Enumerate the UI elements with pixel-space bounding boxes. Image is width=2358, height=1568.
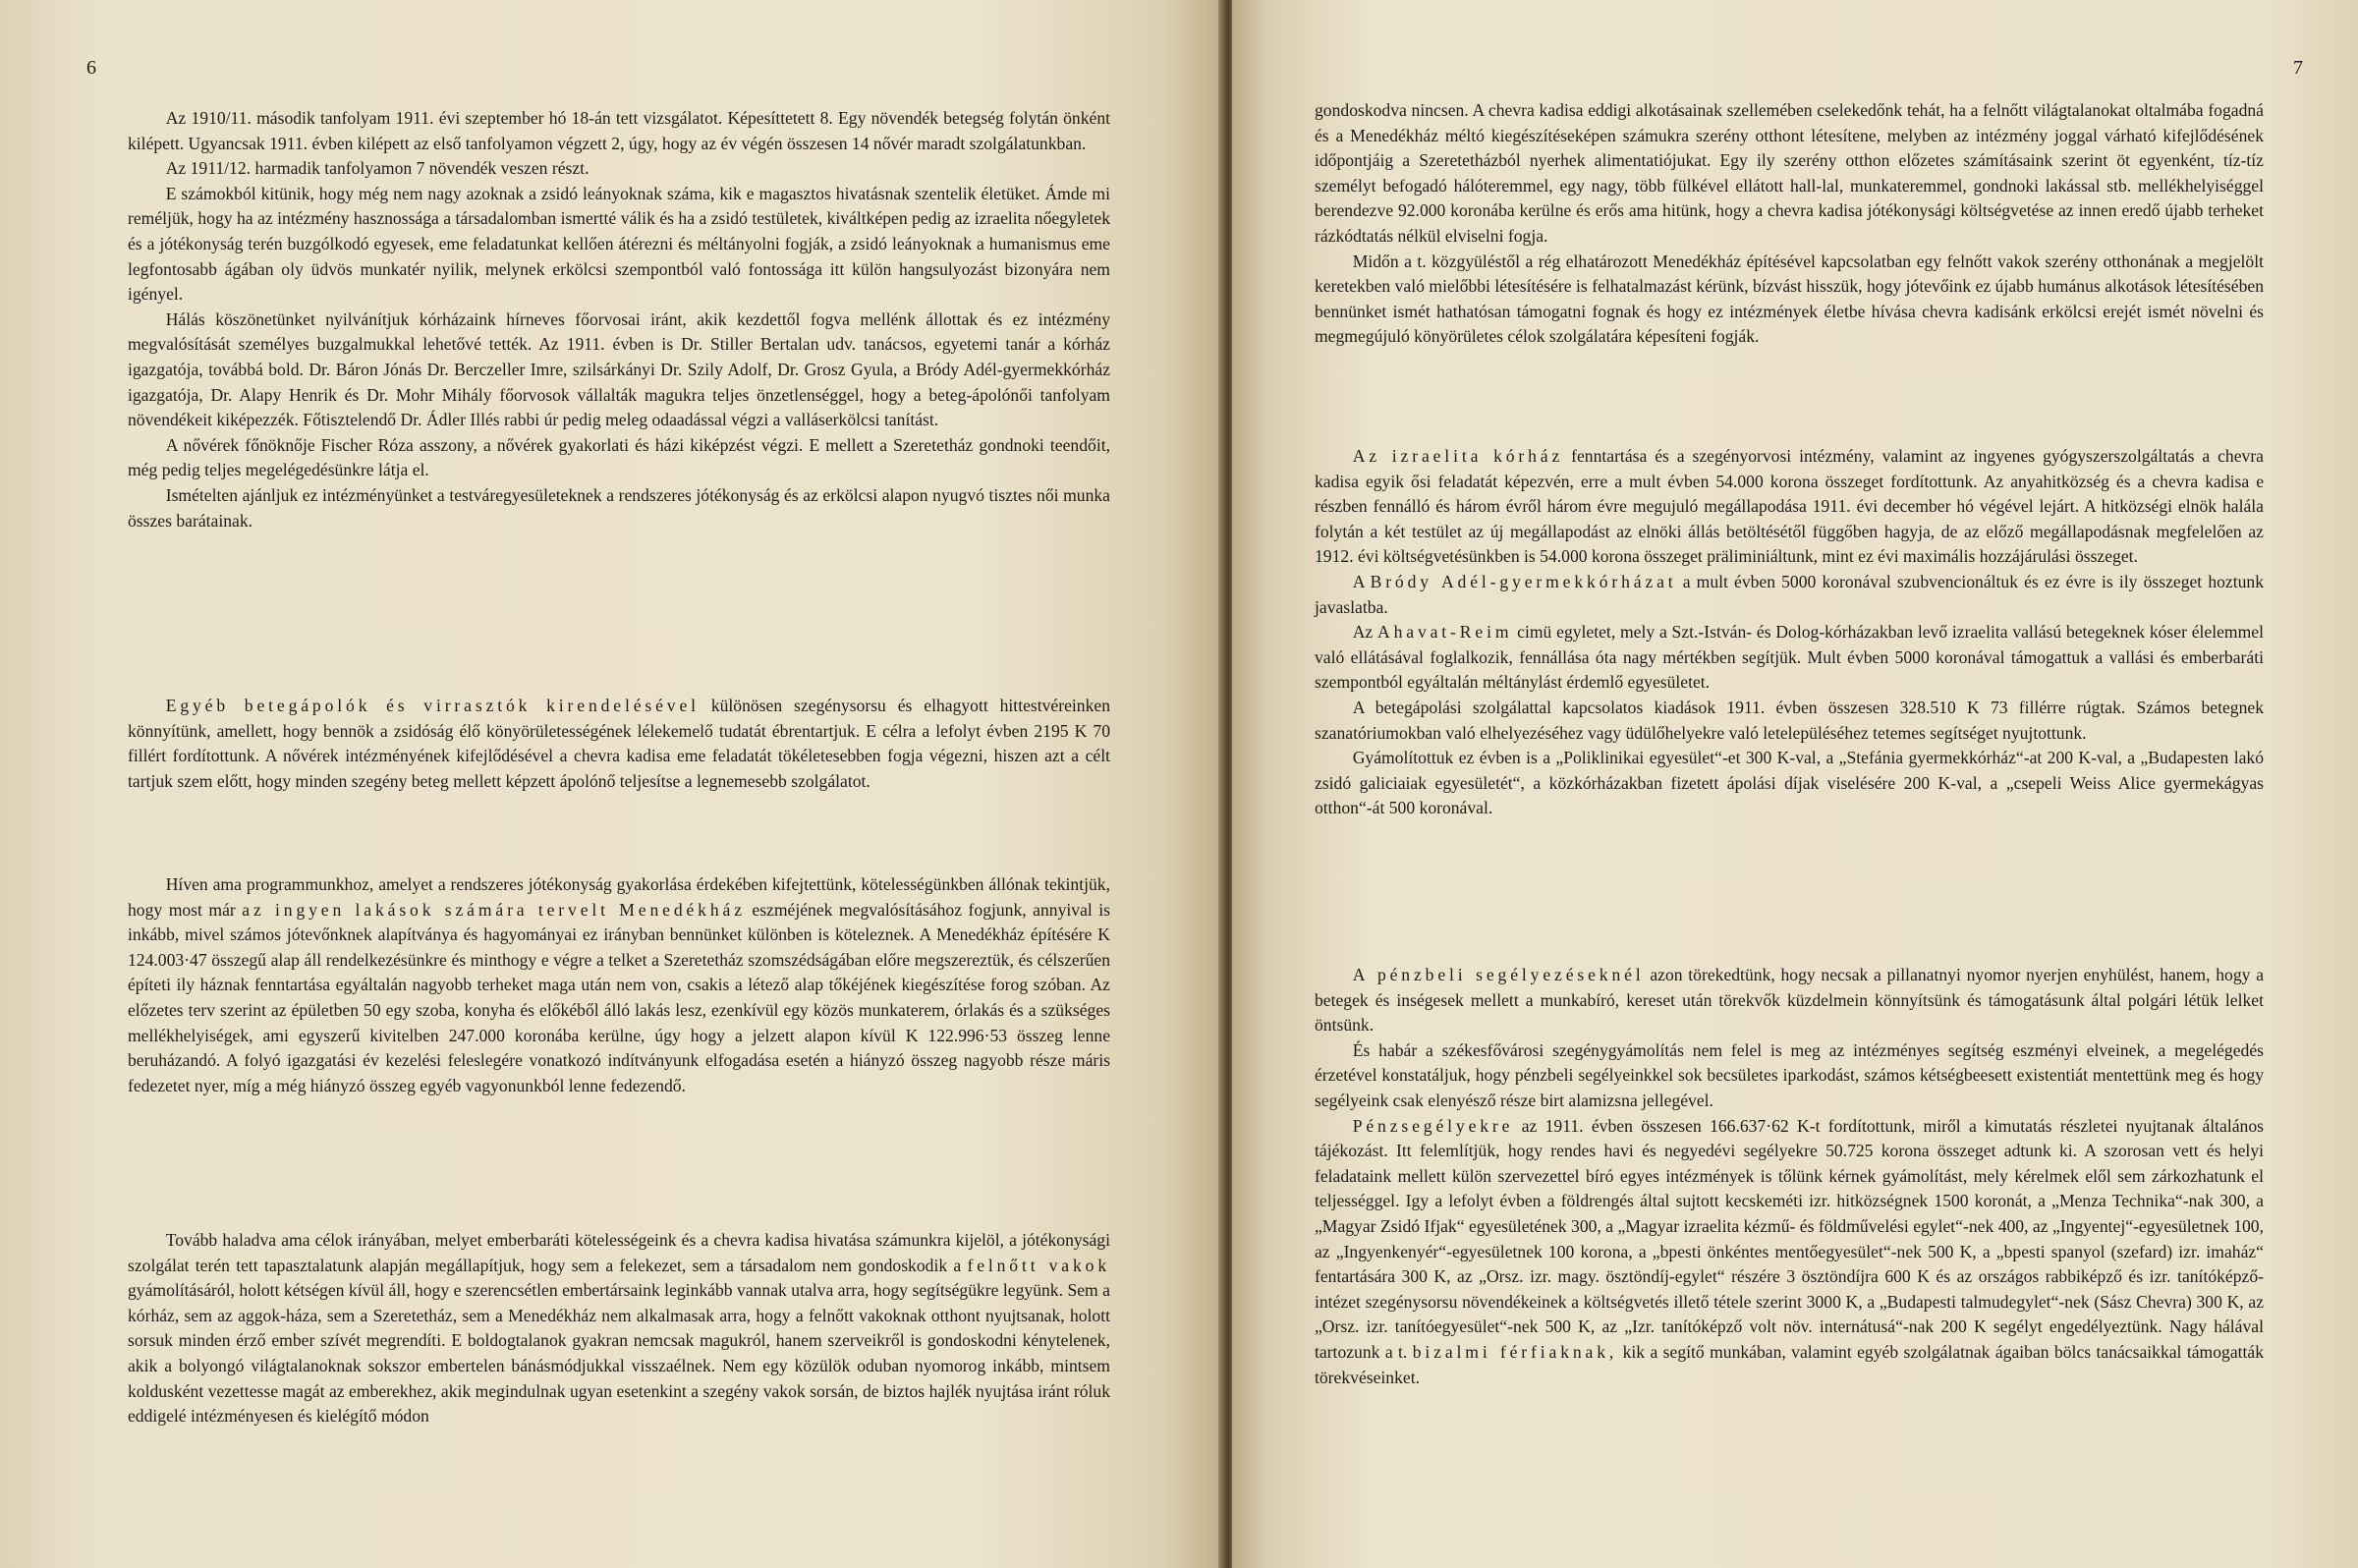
paragraph-text: az 1911. évben összesen 166.637·62 K-t fordítottunk, miről a kimutatás részletei nyujtanak általános tájékozást. Itt felemlítjük, hogy rendes havi és negyedévi segélyekre 50.725 korona összeget adtunk ki. A szorosan vett és helyi feladataink mellett külön szervezettel bíró egyes intézmények is tőlünk kérnek gyámolítást, mely kérelmek elől sem zárkozhatunk el teljességgel. Igy a lefolyt évben a földrengés által sujtott kecskeméti izr. hitközségnek 1500 koronát, a „Menza Technika“-nak 300, a „Magyar Zsidó Ifjak“ egyesületének 300, a „Magyar izraelita kézmű- és földművelési egylet“-nek 400, az „Ingyentej“-egyesületnek 100, az „Ingyenkenyér“-egyesületnek 100 korona, a „bpesti önkéntes mentőegyesület“-nek 500 K, a „bpesti spanyol (szefard) izr. imaház“ fentartására 300 K, az „Orsz. izr. magy. ösztöndíj-egylet“ részére 3 ösztöndíjra 600 K és az országos rabbiképző és izr. tanítóképző-intézet szegénysorsu növendékeinek a költségvetés illető tétele szerint 3000 K, a „Budapesti talmudegylet“-nek (Sász Chevra) 300 K, az „Orsz. izr. tanítóegyesület“-nek 500 K, az „Izr. tanítóképző volt növ. internátusá“-nak 200 K segélyt engedélyeztünk. Nagy hálával tartozunk a t. bbox=[1315, 1115, 2264, 1362]
paragraph bbox=[1315, 620, 2264, 696]
paragraph bbox=[1315, 444, 2264, 570]
right-page bbox=[1232, 0, 2358, 1568]
page-number-left: 6 bbox=[86, 57, 96, 79]
paragraph: Hálás köszönetünket nyilvánítjuk kórházaink hírneves főorvosai iránt, akik kezdettől fogva mellénk állottak és ez intézmény megvalósítását személyes buzgalmukkal lehetővé tették. Az 1911. évben is Dr. Stiller Bertalan udv. tanácsos, egyetemi tanár a kórház igazgatója, továbbá bold. Dr. Báron Jónás Dr. Berczeller Imre, szilsárkányi Dr. Szily Adolf, Dr. Grosz Gyula, a Bródy Adél-gyermekkórház igazgatója, Dr. Alapy Henrik és Dr. Mohr Mihály főorvosok vállalták magukra teljes önzetlenséggel, hogy a beteg-ápolónői tanfolyam növendékeit kiképezzék. Főtisztelendő Dr. Ádler Illés rabbi úr pedig meleg odaadással végzi a valláserkölcsi tanítást. bbox=[128, 308, 1110, 430]
paragraph-text: gyámolításáról, holott kétségen kívül áll, hogy e szerencsétlen embertársaink leginkább vannak utalva arra, hogy segítségükre legyünk. Sem a kórház, sem az aggok-háza, sem a Szeretetház, sem a Menedékház nem alkalmasak arra, hogy a felnőtt vakoknak otthont nyujtsanak, holott sorsuk minden érző ember szívét megrendíti. E boldogtalanok gyakran nemcsak magukról, hanem szerveikről is gondoskodni kénytelenek, akik a bolyongó világtalanoknak sokszor embertelen bánásmódjukkal visszaélnek. Nem egy közülök oduban nyomorog inkább, mintsem koldusként vezettesse magát az emberekhez, akik megindulnak ugyan esetenkint a szegény vakok sorsán, de biztos hajlék nyujtása iránt róluk eddigelé intézményesen és kielégítő módon bbox=[128, 1280, 1110, 1427]
paragraph: Midőn a t. közgyüléstől a rég elhatározott Menedékház építésével kapcsolatban egy felnőtt vakok szerény otthonának a megjelölt keretekben való mielőbbi létesítésére is felhatalmazást kérünk, bízvást hisszük, hogy jótevőink ez újabb humánus alkotások létesítésében bennünket ismét hathatósan támogatni fognak és hogy ez intézmények életbe hívása chevra kadisánk erkölcsi erejét ismét növelni és megmegújuló könyörületes célok szolgálatára képesíteni fogják. bbox=[1315, 251, 2264, 347]
paragraph-text: különösen szegénysorsu és elhagyott hittestvéreinken könnyítünk, amellett, hogy bennök a zsidóság élő könyörületességének lélekemelő tudatát ébrentartjuk. E célra a lefolyt évben 2195 K 70 fillért fordítottunk. A nővérek intézményének kifejlődésével a chevra kadisa eme feladatát tökéletesebben fogja végezni, hiszen azt a célt tartjuk szem előtt, hogy minden szegény beteg mellett képzett ápolónő teljesítse a legnemesebb szolgálatot. bbox=[128, 696, 1110, 791]
right-block-financial-aid bbox=[1315, 963, 2264, 1390]
paragraph-text: Tovább haladva ama célok irányában, melyet emberbaráti kötelességeink és a chevra kadisa hivatása számunkra kijelöl, a jótékonysági szolgálat terén tett tapasztalatunk alapján megállapítjuk, hogy sem a felekezet, sem a társadalom nem gondoskodik a bbox=[128, 1230, 1110, 1275]
paragraph bbox=[128, 1228, 1110, 1429]
paragraph-text: kik a segítő munkában, valamint egyéb szolgálatnak ágaiban bölcs tanácsaikkal támogatták törekvéseinket. bbox=[1315, 1341, 2265, 1387]
spaced-heading: Ahavat-Reim bbox=[1377, 622, 1513, 643]
paragraph-text: A bbox=[1352, 571, 1365, 591]
paragraph: A betegápolási szolgálattal kapcsolatos kiadások 1911. évben összesen 328.510 K 73 fillérre rúgtak. Számos betegnek szanatóriumokban való elhelyezéséhez vagy üdülőhelyekre való letelepüléséhez tetemes segítséget nyujtottunk. bbox=[1315, 697, 2264, 743]
spaced-heading: A pénzbeli segélyezéseknél bbox=[1352, 965, 1645, 984]
paragraph: Az 1910/11. második tanfolyam 1911. évi szeptember hó 18-án tett vizsgálatot. Képesíttetett 8. Egy növendék betegség folytán önként kilépett. Ugyancsak 1911. évben kilépett az első tanfolyamon végzett 2, úgy, hogy az év végén összesen 14 nővér maradt szolgálatunkban. bbox=[128, 108, 1110, 153]
paragraph: gondoskodva nincsen. A chevra kadisa eddigi alkotásainak szellemében cselekedőnk tehát, ha a felnőtt világtalanokat oltalmába fogadná és a Menedékház méltó kiegészítéseképen számukra szerény otthont létesítene, melyben az intézmény joggal várható kifejlődésének időpontjáig a Szeretetházból nyerhek alimentatiójukat. Egy ily szerény otthon előzetes számításaink szerint öt egyenként, tíz-tíz személyt befogadó hálóteremmel, egy nagy, több fülkével ellátott hall-lal, munkateremmel, gondnoki lakással stb. mellékhelyiséggel berendezve 92.000 koronába kerülne és erős ama hitünk, hogy a chevra kadisa jótékonysági költségvetése az innen eredő újabb terheket rázkódtatás nélkül elviselni fogja. bbox=[1315, 100, 2264, 246]
paragraph-text: cimü egyletet, mely a Szt.-István- és Dolog-kórházakban levő izraelita vallású betegeknek kóser élelemmel való ellátásával foglalkozik, fennállása óta nagy mértékben segítjük. Mult évben 5000 koronával támogattuk a vallási és emberbaráti szempontból egyáltalán méltánylást érdemlő egyesületet. bbox=[1315, 622, 2264, 693]
paragraph bbox=[128, 872, 1110, 1098]
spaced-heading: bizalmi férfiaknak, bbox=[1412, 1341, 1618, 1362]
spaced-heading: Bródy Adél-gyermekkórházat bbox=[1370, 571, 1677, 591]
spaced-heading: az ingyen lakások számára tervelt Menedékház bbox=[242, 899, 746, 920]
paragraph: Gyámolítottuk ez évben is a „Poliklinikai egyesület“-et 300 K-val, a „Stefánia gyermekkórház“-at 200 K-val, a „Budapesten lakó zsidó galiciaiak egyesületét“, a közkórházakban fizetett ápolási díjak viselésére 200 K-val, a „csepeli Weiss Alice gyermekágyas otthon“-át 500 koronával. bbox=[1315, 748, 2264, 818]
spaced-heading: Az izraelita kórház bbox=[1352, 446, 1564, 466]
paragraph-text: Híven ama programmunkhoz, amelyet a rendszeres jótékonyság gyakorlása érdekében kifejtettünk, kötelességünkben állónak tekintjük, hogy most már bbox=[128, 874, 1110, 920]
spaced-heading: Egyéb betegápolók és virrasztók kirendelésével bbox=[165, 696, 700, 715]
paragraph bbox=[1315, 963, 2264, 1038]
paragraph: És habár a székesfővárosi szegénygyámolítás nem felel is meg az intézményes segítség eszményi elveinek, a megelégedés érzetével konstatáljuk, hogy pénzbeli segélyeinkkel sok becsületes iparkodást, számos kétségbeesett existentiát mentettünk meg és hogy segélyeink csak elenyésző része birt alamizsna jellegével. bbox=[1315, 1039, 2264, 1110]
paragraph bbox=[128, 694, 1110, 794]
spaced-heading: Pénzsegélyekre bbox=[1352, 1115, 1514, 1136]
left-block-shelter bbox=[128, 872, 1110, 1098]
paragraph-text: azon törekedtünk, hogy necsak a pillanatnyi nyomor nyerjen enyhülést, hanem, hogy a betegek és inségesek mellett a munkabíró, kereset után törekvők küzdelmein könnyítsünk és támogatásunk által polgári létük lelket öntsünk. bbox=[1315, 965, 2264, 1036]
paragraph-text: eszméjének megvalósításához fogjunk, annyival is inkább, mivel számos jótevőnknek alapítványa és hagyományai ez irányban bennünket különben is köteleznek. A Menedékház építésére K 124.003·47 összegű alap áll rendelkezésünkre és minthogy e végre a telket a Szeretetház szomszédságában előre megszereztük, és célszerűen építeti ily háznak fenntartása egyáltalán nagyobb terheket maga után nem von, csakis a létező alap tőkéjének kiegészítése forog szóban. Az előzetes terv szerint az épületben 50 egy szoba, konyha és előkéből álló lakás lesz, ezenkívül egy közös munkaterem, órlakás és a szükséges mellékhelyiségek, ami egyszerű kivitelben 247.000 koronába kerülne, úgy hogy a jelzett alapon kívül K 122.996·53 összeg lenne beruházandó. A folyó igazgatási év kezelési feleslegére vonatkozó indítványunk elfogadása esetén a hiányzó összeg nagyobb része máris fedezetet nyer, míg a még hiányzó összeg egyéb vagyonunkból lenne fedezendő. bbox=[128, 899, 1111, 1095]
paragraph bbox=[1315, 570, 2264, 620]
left-block-blind bbox=[128, 1228, 1110, 1429]
paragraph: Ismételten ajánljuk ez intézményünket a testváregyesületeknek a rendszeres jótékonyság és az erkölcsi alapon nyugvó tisztes női munka összes barátainak. bbox=[128, 484, 1110, 531]
left-block-caregivers bbox=[128, 694, 1110, 794]
left-block-nurses bbox=[128, 106, 1110, 533]
right-block-hospital bbox=[1315, 444, 2264, 821]
paragraph: A nővérek főnöknője Fischer Róza asszony, a nővérek gyakorlati és házi kiképzést végzi. E mellett a Szeretetház gondnoki teendőit, még pedig teljes megelégedésünkre látja el. bbox=[128, 434, 1110, 480]
paragraph-text: a mult évben 5000 koronával szubvencionáltuk és ez évre is ily összeget hoztunk javaslatba. bbox=[1315, 571, 2264, 617]
paragraph: E számokból kitünik, hogy még nem nagy azoknak a zsidó leányoknak száma, kik e magasztos hivatásnak szentelik életüket. Ámde mi reméljük, hogy ha az intézmény hasznossága a társadalomban ismertté válik és ha a zsidó testületek, kiváltképen pedig az izraelita nőegyletek és a jótékonyság terén buzgólkodó egyesek, eme feladatunkat kellően átérezni és méltányolni fogják, a zsidó leányoknak a humanismus eme legfontosabb ágában oly üdvös munkatér nyilik, melynek erkölcsi szempontból való fontossága itt külön hangsulyozást bizonyára nem igényel. bbox=[128, 183, 1110, 305]
paragraph-text: fenntartása és a szegényorvosi intézmény, valamint az ingyenes gyógyszerszolgáltatás a chevra kadisa egyik ősi feladatát képezvén, erre a mult évben 54.000 korona összeget fordítottunk. Az anyahitközség és a chevra kadisa e részben fennálló és három évről három évre megujuló megállapodása 1911. évi december hó végével lejárt. A hitközségi elnök halála folytán a két testület az új megállapodást az elnöki állás betöltésétől függőben hagyja, de az előző megállapodásnak megfelelően az 1912. évi költségvetésünkben is 54.000 korona összeget präliminiáltunk, mint ez évi maximális hozzájárulási összeget. bbox=[1315, 446, 2264, 567]
paragraph: Az 1911/12. harmadik tanfolyamon 7 növendék veszen részt. bbox=[165, 158, 590, 179]
paragraph-text: Az bbox=[1352, 622, 1374, 643]
right-block-blind-home bbox=[1315, 98, 2264, 350]
paragraph bbox=[1315, 1114, 2264, 1391]
page-number-right: 7 bbox=[2293, 57, 2303, 79]
spaced-heading: felnőtt vakok bbox=[967, 1255, 1110, 1275]
